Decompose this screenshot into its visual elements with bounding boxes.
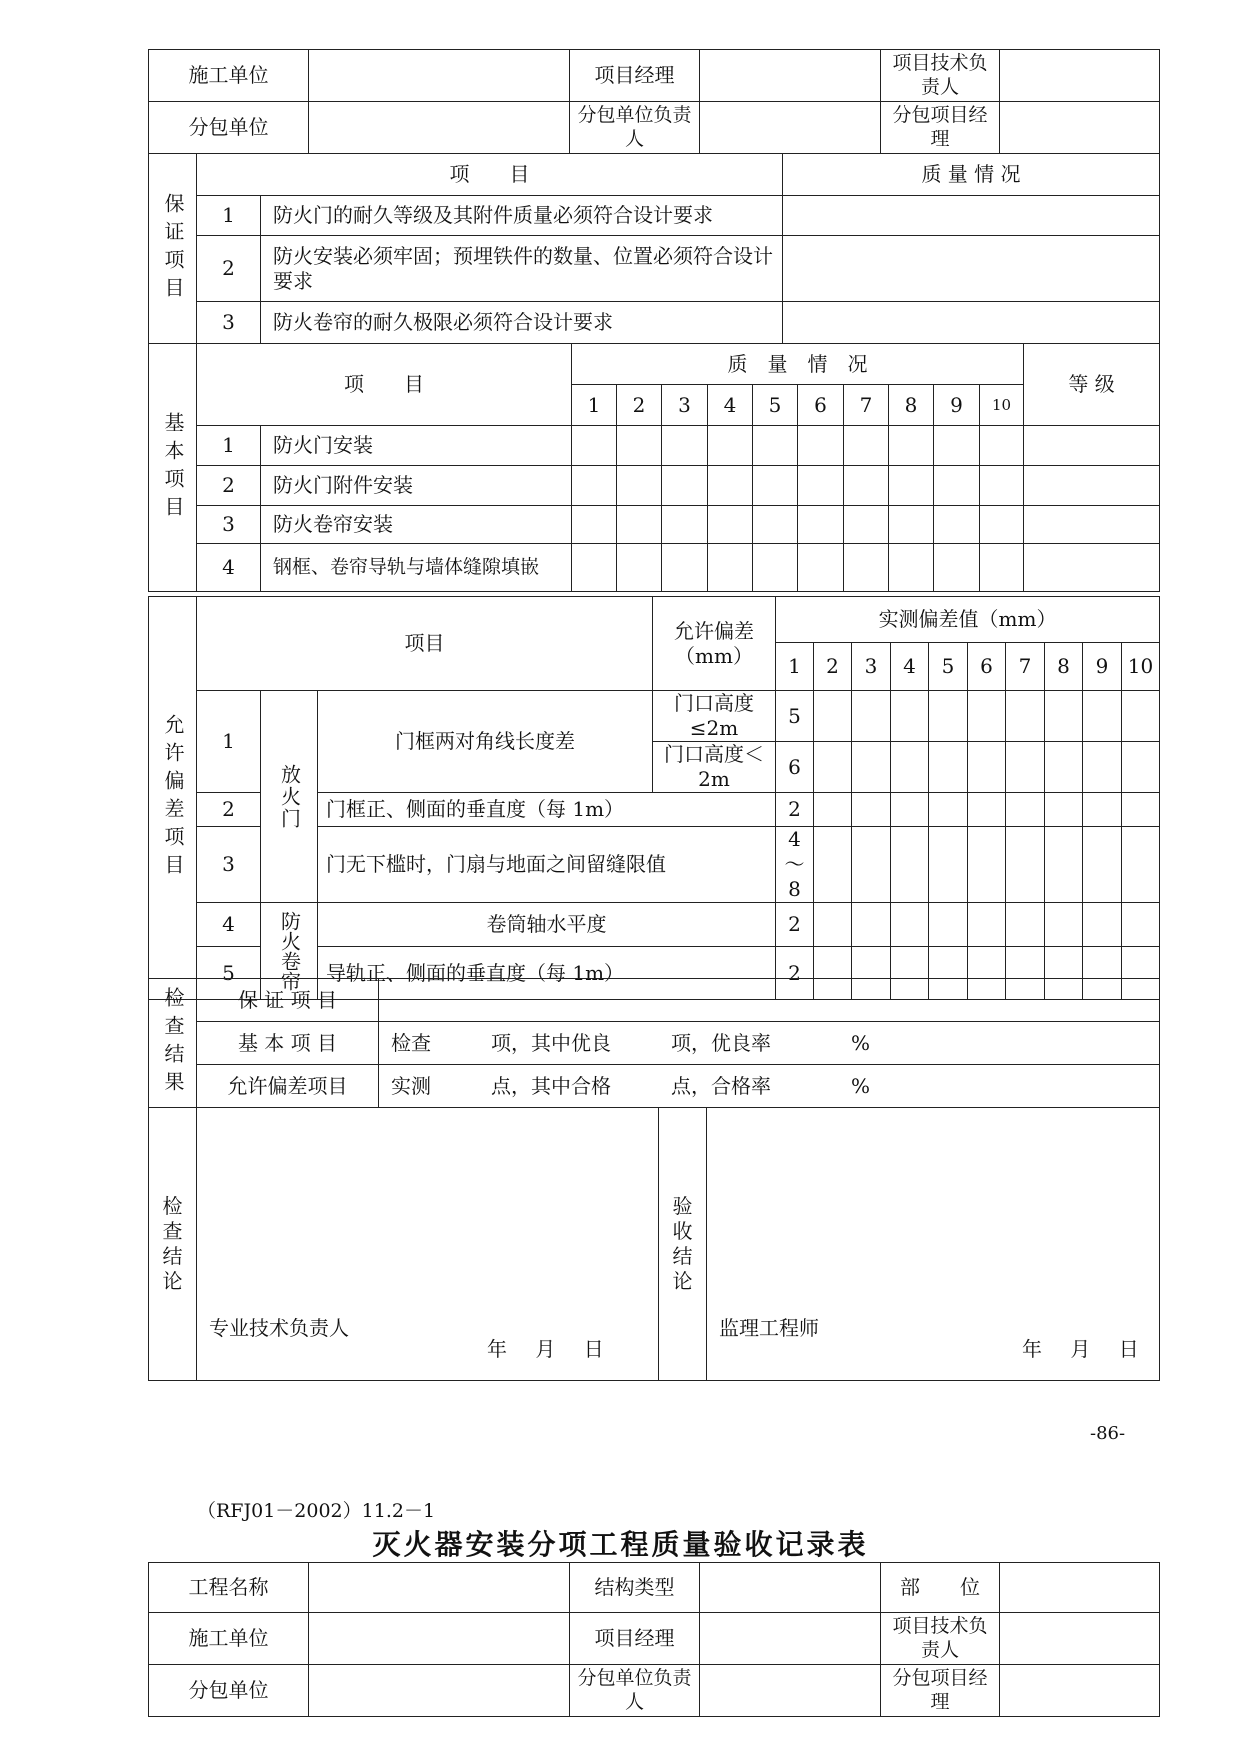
basic-cell[interactable] xyxy=(753,544,798,592)
check-date: 年 月 日 xyxy=(487,1337,604,1361)
tolerance-row-text: 卷筒轴水平度 xyxy=(318,903,776,947)
results-basic-label: 基 本 项 目 xyxy=(197,1022,379,1065)
field-sub-pm[interactable] xyxy=(1000,1665,1160,1717)
tolerance-cell[interactable] xyxy=(968,742,1006,793)
basic-row xyxy=(149,544,1160,592)
tolerance-num: 9 xyxy=(1083,643,1122,691)
supervisor-label: 监理工程师 xyxy=(719,1316,819,1340)
tolerance-cell[interactable] xyxy=(1122,742,1160,793)
form-code: （RFJ01－2002）11.2－1 xyxy=(197,1500,436,1522)
tolerance-num: 4 xyxy=(891,643,929,691)
tolerance-cell[interactable] xyxy=(814,793,852,827)
tolerance-cell[interactable] xyxy=(929,793,968,827)
tolerance-cell[interactable] xyxy=(1122,827,1160,903)
tolerance-cell[interactable] xyxy=(891,793,929,827)
tolerance-cell[interactable] xyxy=(929,742,968,793)
tolerance-cell[interactable] xyxy=(929,691,968,742)
accept-date: 年 月 日 xyxy=(1022,1337,1139,1361)
label-structure-type: 结构类型 xyxy=(570,1563,700,1613)
check-conclusion-label: 检 查 结 论 xyxy=(149,1108,197,1381)
label-sub-unit-lead: 分包单位负责人 xyxy=(570,1665,700,1717)
tolerance-num: 6 xyxy=(968,643,1006,691)
tolerance-sub-label: 门口高度≤2m xyxy=(653,691,776,742)
basic-col-item: 项 目 xyxy=(197,344,572,426)
tolerance-group-door: 放火门 xyxy=(261,691,318,903)
label-tech-lead: 项目技术负责人 xyxy=(881,1613,1000,1665)
tolerance-row-no: 5 xyxy=(197,947,261,1000)
tolerance-cell[interactable] xyxy=(814,691,852,742)
basic-num: 9 xyxy=(934,385,980,426)
tolerance-cell[interactable] xyxy=(1122,691,1160,742)
tolerance-cell[interactable] xyxy=(1006,742,1045,793)
tolerance-cell[interactable] xyxy=(852,691,891,742)
basic-cell[interactable] xyxy=(617,426,662,466)
label-sub-unit-lead: 分包单位负责人 xyxy=(570,102,700,154)
basic-cell[interactable] xyxy=(617,506,662,544)
basic-row-no: 2 xyxy=(197,466,261,506)
basic-row-no: 1 xyxy=(197,426,261,466)
label-location: 部 位 xyxy=(881,1563,1000,1613)
tolerance-cell[interactable] xyxy=(1083,827,1122,903)
basic-cell[interactable] xyxy=(753,466,798,506)
tolerance-group-shutter: 防火卷帘 xyxy=(261,903,318,1000)
basic-row xyxy=(149,466,1160,506)
basic-cell[interactable] xyxy=(753,426,798,466)
tolerance-cell[interactable] xyxy=(1006,793,1045,827)
field-construction-unit[interactable] xyxy=(309,1613,570,1665)
basic-cell[interactable] xyxy=(934,466,980,506)
page-number: -86- xyxy=(1090,1423,1126,1444)
field-tech-lead[interactable] xyxy=(1000,1613,1160,1665)
basic-row-text: 防火门安装 xyxy=(261,426,572,466)
basic-cell[interactable] xyxy=(798,544,844,592)
tolerance-row-text: 导轨正、侧面的垂直度（每 1m） xyxy=(318,947,776,1000)
tolerance-cell[interactable] xyxy=(1122,903,1160,947)
guarantee-row-text: 防火安装必须牢固；预埋铁件的数量、位置必须符合设计要求 xyxy=(261,236,783,302)
field-location[interactable] xyxy=(1000,1563,1160,1613)
basic-cell[interactable] xyxy=(662,426,708,466)
guarantee-row-text: 防火卷帘的耐久极限必须符合设计要求 xyxy=(261,302,783,344)
field-sub-pm[interactable] xyxy=(1000,102,1160,154)
tolerance-num: 10 xyxy=(1122,643,1160,691)
results-section-label: 检查结果 xyxy=(149,979,197,1108)
tolerance-cell[interactable] xyxy=(1045,742,1083,793)
guarantee-row-quality[interactable] xyxy=(783,196,1160,236)
basic-cell[interactable] xyxy=(844,506,889,544)
tolerance-num: 3 xyxy=(852,643,891,691)
basic-num: 1 xyxy=(572,385,617,426)
basic-cell[interactable] xyxy=(708,506,753,544)
basic-cell[interactable] xyxy=(617,544,662,592)
label-project-name: 工程名称 xyxy=(149,1563,309,1613)
tolerance-allow-value: 5 xyxy=(776,691,814,742)
basic-cell[interactable] xyxy=(844,466,889,506)
field-sub-unit-lead[interactable] xyxy=(700,102,881,154)
tolerance-num: 8 xyxy=(1045,643,1083,691)
basic-cell[interactable] xyxy=(662,466,708,506)
basic-cell[interactable] xyxy=(572,544,617,592)
tolerance-table xyxy=(148,596,1160,1000)
label-subcontract-unit: 分包单位 xyxy=(149,102,309,154)
basic-grade-cell[interactable] xyxy=(1024,544,1160,592)
tolerance-cell[interactable] xyxy=(1083,691,1122,742)
form-title: 灭火器安装分项工程质量验收记录表 xyxy=(372,1528,869,1561)
tolerance-num: 7 xyxy=(1006,643,1045,691)
tolerance-col-allow: 允许偏差（mm） xyxy=(653,597,776,691)
tolerance-cell[interactable] xyxy=(968,827,1006,903)
basic-cell[interactable] xyxy=(934,426,980,466)
label-sub-pm: 分包项目经理 xyxy=(881,102,1000,154)
basic-num: 8 xyxy=(889,385,934,426)
tolerance-col-measured: 实测偏差值（mm） xyxy=(776,597,1160,643)
tolerance-cell[interactable] xyxy=(1083,793,1122,827)
tolerance-allow-value: 2 xyxy=(776,793,814,827)
tolerance-allow-value: 2 xyxy=(776,947,814,1000)
accept-conclusion-label: 验 收 结 论 xyxy=(659,1108,707,1381)
tolerance-cell[interactable] xyxy=(1045,691,1083,742)
tolerance-row-text: 门无下槛时，门扇与地面之间留缝限值 xyxy=(318,827,776,903)
basic-num: 5 xyxy=(753,385,798,426)
field-sub-unit-lead[interactable] xyxy=(700,1665,881,1717)
field-project-name[interactable] xyxy=(309,1563,570,1613)
label-tech-lead: 项目技术负责人 xyxy=(881,50,1000,102)
basic-cell[interactable] xyxy=(980,506,1024,544)
basic-cell[interactable] xyxy=(934,506,980,544)
basic-num: 3 xyxy=(662,385,708,426)
basic-cell[interactable] xyxy=(980,544,1024,592)
basic-num: 10 xyxy=(980,385,1024,426)
results-guarantee-field[interactable] xyxy=(379,979,1160,1022)
tolerance-cell[interactable] xyxy=(814,827,852,903)
basic-cell[interactable] xyxy=(798,426,844,466)
basic-cell[interactable] xyxy=(572,506,617,544)
basic-row xyxy=(149,426,1160,466)
field-project-manager[interactable] xyxy=(700,50,881,102)
basic-cell[interactable] xyxy=(572,426,617,466)
label-construction-unit: 施工单位 xyxy=(149,1613,309,1665)
basic-num: 7 xyxy=(844,385,889,426)
tolerance-cell[interactable] xyxy=(968,903,1006,947)
basic-cell[interactable] xyxy=(980,426,1024,466)
basic-cell[interactable] xyxy=(708,426,753,466)
label-sub-pm: 分包项目经理 xyxy=(881,1665,1000,1717)
basic-row-no: 4 xyxy=(197,544,261,592)
tolerance-cell[interactable] xyxy=(891,903,929,947)
basic-cell[interactable] xyxy=(798,466,844,506)
basic-cell[interactable] xyxy=(844,544,889,592)
tolerance-cell[interactable] xyxy=(891,742,929,793)
guarantee-col-item: 项 目 xyxy=(197,154,783,196)
basic-num: 2 xyxy=(617,385,662,426)
tolerance-cell[interactable] xyxy=(1122,793,1160,827)
tolerance-row-no: 1 xyxy=(197,691,261,793)
field-tech-lead[interactable] xyxy=(1000,50,1160,102)
basic-cell[interactable] xyxy=(753,506,798,544)
tolerance-cell[interactable] xyxy=(1006,827,1045,903)
tolerance-cell[interactable] xyxy=(968,691,1006,742)
basic-num: 6 xyxy=(798,385,844,426)
tolerance-sub-label: 门口高度＜2m xyxy=(653,742,776,793)
label-project-manager: 项目经理 xyxy=(570,1613,700,1665)
tolerance-row-no: 4 xyxy=(197,903,261,947)
tolerance-row-no: 2 xyxy=(197,793,261,827)
basic-cell[interactable] xyxy=(572,466,617,506)
basic-cell[interactable] xyxy=(889,506,934,544)
tolerance-allow-value: 4～8 xyxy=(776,827,814,903)
results-guarantee-label: 保 证 项 目 xyxy=(197,979,379,1022)
results-basic-text[interactable]: 检查 项，其中优良 项，优良率 % xyxy=(379,1022,1160,1065)
guarantee-col-quality: 质 量 情 况 xyxy=(783,154,1160,196)
guarantee-section-label: 保证项目 xyxy=(149,154,197,344)
field-construction-unit[interactable] xyxy=(309,50,570,102)
basic-row-text: 防火卷帘安装 xyxy=(261,506,572,544)
tolerance-cell[interactable] xyxy=(1045,903,1083,947)
header-table xyxy=(148,49,1160,154)
tech-signer-label: 专业技术负责人 xyxy=(209,1316,349,1340)
guarantee-row-no: 3 xyxy=(197,302,261,344)
field-subcontract-unit[interactable] xyxy=(309,1665,570,1717)
tolerance-cell[interactable] xyxy=(968,793,1006,827)
accept-conclusion-field[interactable] xyxy=(707,1108,1160,1381)
basic-cell[interactable] xyxy=(662,506,708,544)
basic-cell[interactable] xyxy=(844,426,889,466)
tolerance-diag-label: 门框两对角线长度差 xyxy=(318,691,653,793)
guarantee-row-text: 防火门的耐久等级及其附件质量必须符合设计要求 xyxy=(261,196,783,236)
tolerance-allow-value: 6 xyxy=(776,742,814,793)
conclusion-table xyxy=(148,1107,1160,1381)
tolerance-cell[interactable] xyxy=(852,793,891,827)
tolerance-row-text: 门框正、侧面的垂直度（每 1m） xyxy=(318,793,776,827)
basic-row-no: 3 xyxy=(197,506,261,544)
tolerance-cell[interactable] xyxy=(852,827,891,903)
tolerance-num: 5 xyxy=(929,643,968,691)
basic-cell[interactable] xyxy=(662,544,708,592)
tolerance-cell[interactable] xyxy=(1006,903,1045,947)
guarantee-row-no: 2 xyxy=(197,236,261,302)
basic-cell[interactable] xyxy=(617,466,662,506)
guarantee-row-no: 1 xyxy=(197,196,261,236)
basic-cell[interactable] xyxy=(798,506,844,544)
tolerance-cell[interactable] xyxy=(1083,742,1122,793)
label-project-manager: 项目经理 xyxy=(570,50,700,102)
check-conclusion-field[interactable] xyxy=(197,1108,659,1381)
basic-grade-cell[interactable] xyxy=(1024,466,1160,506)
basic-cell[interactable] xyxy=(889,544,934,592)
basic-cell[interactable] xyxy=(708,466,753,506)
tolerance-num: 2 xyxy=(814,643,852,691)
tolerance-cell[interactable] xyxy=(1045,827,1083,903)
tolerance-cell[interactable] xyxy=(891,827,929,903)
basic-row-text: 防火门附件安装 xyxy=(261,466,572,506)
tolerance-allow-value: 2 xyxy=(776,903,814,947)
tolerance-num: 1 xyxy=(776,643,814,691)
guarantee-row-quality[interactable] xyxy=(783,302,1160,344)
basic-cell[interactable] xyxy=(708,544,753,592)
next-header-table xyxy=(148,1562,1160,1717)
basic-grade-cell[interactable] xyxy=(1024,426,1160,466)
field-project-manager[interactable] xyxy=(700,1613,881,1665)
tolerance-col-item: 项目 xyxy=(197,597,653,691)
guarantee-table xyxy=(148,153,1160,344)
results-table xyxy=(148,978,1160,1108)
basic-cell[interactable] xyxy=(934,544,980,592)
tolerance-cell[interactable] xyxy=(1083,903,1122,947)
label-construction-unit: 施工单位 xyxy=(149,50,309,102)
tolerance-cell[interactable] xyxy=(1045,793,1083,827)
basic-col-quality: 质 量 情 况 xyxy=(572,344,1024,385)
tolerance-cell[interactable] xyxy=(891,691,929,742)
field-subcontract-unit[interactable] xyxy=(309,102,570,154)
basic-section-label: 基本项目 xyxy=(149,344,197,592)
tolerance-section-label: 允许偏差项目 xyxy=(149,597,197,1000)
tolerance-row-no: 3 xyxy=(197,827,261,903)
tolerance-cell[interactable] xyxy=(929,827,968,903)
tolerance-cell[interactable] xyxy=(929,903,968,947)
field-structure-type[interactable] xyxy=(700,1563,881,1613)
basic-grade-cell[interactable] xyxy=(1024,506,1160,544)
results-tolerance-text[interactable]: 实测 点，其中合格 点，合格率 % xyxy=(379,1065,1160,1108)
basic-num: 4 xyxy=(708,385,753,426)
basic-row xyxy=(149,506,1160,544)
tolerance-cell[interactable] xyxy=(814,742,852,793)
basic-cell[interactable] xyxy=(889,466,934,506)
basic-table xyxy=(148,343,1160,592)
basic-cell[interactable] xyxy=(980,466,1024,506)
label-subcontract-unit: 分包单位 xyxy=(149,1665,309,1717)
basic-col-grade: 等 级 xyxy=(1024,344,1160,426)
basic-cell[interactable] xyxy=(889,426,934,466)
basic-row-text: 钢框、卷帘导轨与墙体缝隙填嵌 xyxy=(261,544,572,592)
tolerance-cell[interactable] xyxy=(852,742,891,793)
guarantee-row-quality[interactable] xyxy=(783,236,1160,302)
tolerance-cell[interactable] xyxy=(852,903,891,947)
tolerance-cell[interactable] xyxy=(1006,691,1045,742)
results-tolerance-label: 允许偏差项目 xyxy=(197,1065,379,1108)
tolerance-cell[interactable] xyxy=(814,903,852,947)
